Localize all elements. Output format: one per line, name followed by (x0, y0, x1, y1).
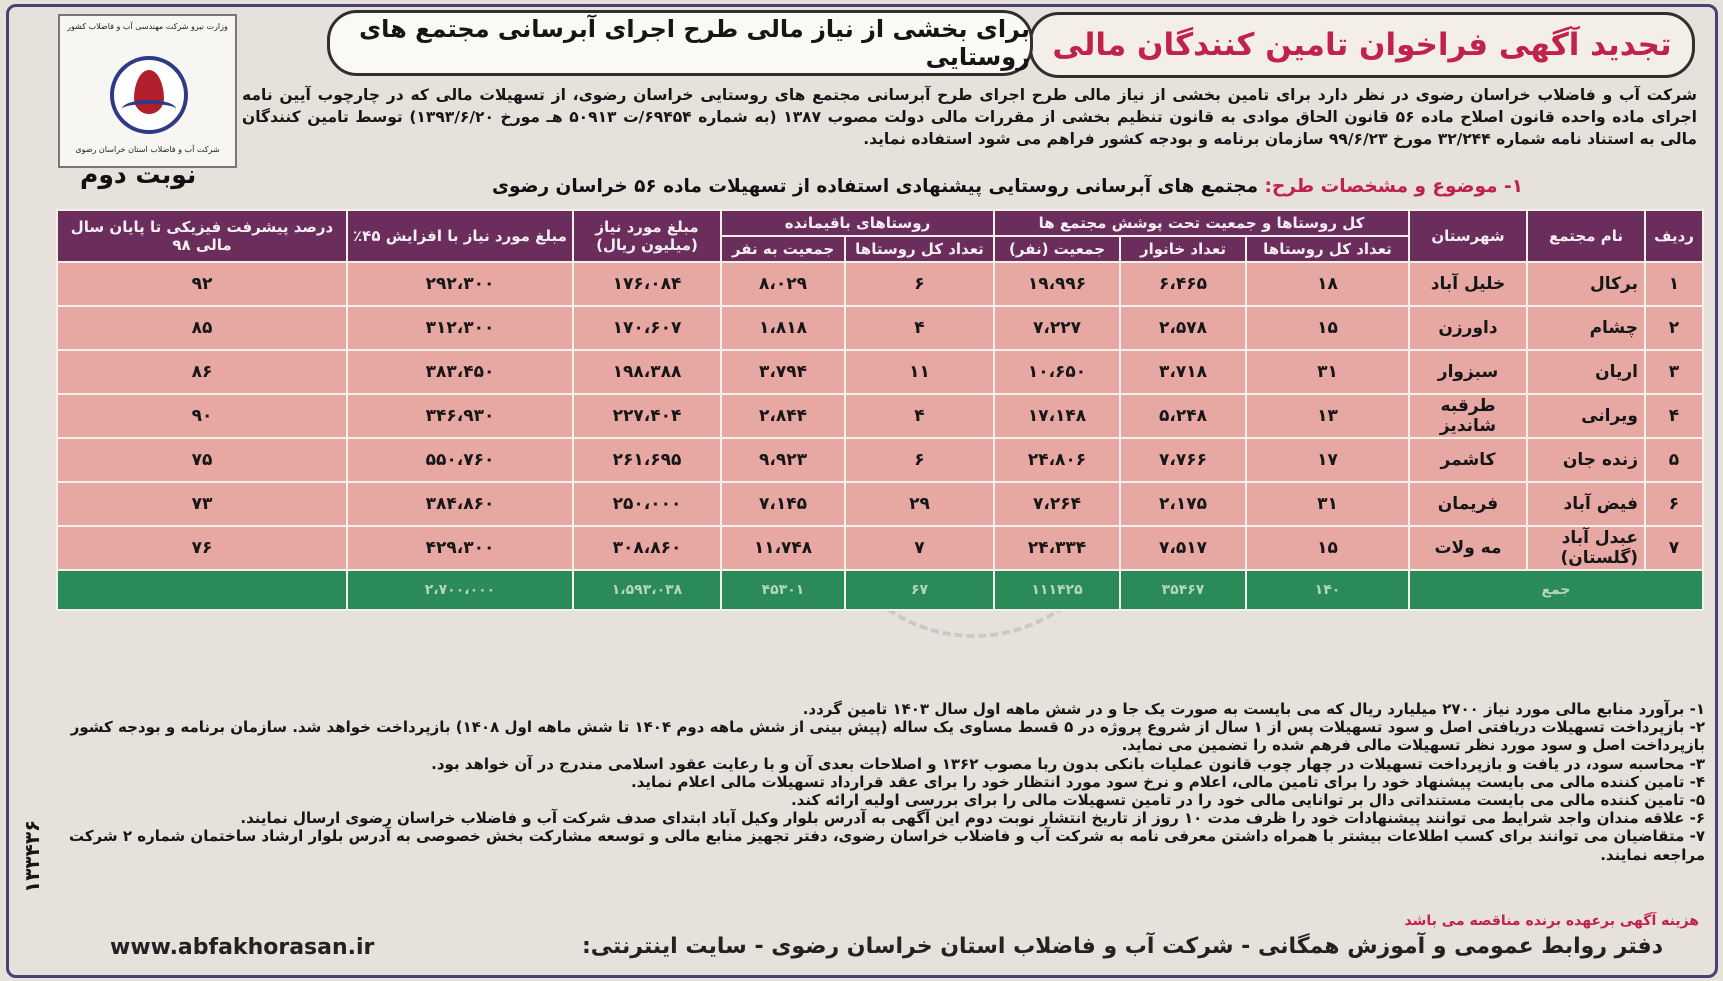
round-label: نوبت دوم (80, 160, 197, 189)
cell-population: ۲۴،۳۳۴ (994, 526, 1120, 570)
table-row (57, 482, 1703, 526)
header-remaining-population: جمعیت به نفر (721, 236, 845, 262)
cell-row-number: ۵ (1645, 438, 1703, 482)
total-remaining-villages: ۶۷ (845, 570, 994, 610)
cell-progress: ۷۶ (57, 526, 347, 570)
cell-required: ۲۲۷،۴۰۴ (573, 394, 721, 438)
cell-households: ۷،۷۶۶ (1120, 438, 1246, 482)
cell-remaining-villages: ۲۹ (845, 482, 994, 526)
table-row (57, 526, 1703, 570)
cell-complex-name: چشام (1527, 306, 1645, 350)
cell-progress: ۷۳ (57, 482, 347, 526)
cell-remaining-villages: ۷ (845, 526, 994, 570)
cell-total-villages: ۳۱ (1246, 482, 1409, 526)
header-progress: درصد پیشرفت فیزیکی تا پایان سال مالی ۹۸ (57, 210, 347, 262)
projects-table (56, 209, 1704, 611)
cell-progress: ۷۵ (57, 438, 347, 482)
cell-remaining-population: ۸،۰۲۹ (721, 262, 845, 306)
cell-progress: ۸۵ (57, 306, 347, 350)
cell-county: فریمان (1409, 482, 1527, 526)
cell-households: ۵،۲۴۸ (1120, 394, 1246, 438)
cell-required-plus: ۳۱۲،۳۰۰ (347, 306, 573, 350)
cell-complex-name: زنده جان (1527, 438, 1645, 482)
section-prefix: ۱- موضوع و مشخصات طرح: (1264, 176, 1523, 197)
cell-required-plus: ۳۴۶،۹۳۰ (347, 394, 573, 438)
section-heading (492, 176, 1523, 197)
cell-remaining-villages: ۴ (845, 394, 994, 438)
cell-total-villages: ۳۱ (1246, 350, 1409, 394)
total-villages: ۱۴۰ (1246, 570, 1409, 610)
logo-bottom-text: شرکت آب و فاضلاب استان خراسان رضوی (75, 145, 220, 154)
intro-paragraph: شرکت آب و فاضلاب خراسان رضوی در نظر دارد برای تامین بخشی از نیاز مالی طرح اجرای طرح آبرسانی مجتمع های روستایی خراسان رضوی، از تسهیلات مالی که در چارچوب آیین نامه اجرای ماده واحده قانون اصلاح ماده ۵۶ قانون الحاق موادی به قانون تنظیم بخشی از مقررات مالی دولت مصوب ۱۳۸۷ (به شماره ۶۹۴۵۴/ت ۵۰۹۱۳ هـ مورخ ۱۳۹۳/۶/۲۰) توسط تامین کنندگان مالی به استناد نامه شماره ۳۲/۲۴۴ مورخ ۹۹/۶/۲۳ سازمان برنامه و بودجه کشور فراهم می شود استفاده نماید. (242, 86, 1697, 148)
cell-required: ۳۰۸،۸۶۰ (573, 526, 721, 570)
cell-required: ۲۵۰،۰۰۰ (573, 482, 721, 526)
note-item: ۱- برآورد منابع مالی مورد نیاز ۲۷۰۰ میلیارد ریال که می بایست به صورت یک جا و در شش ماهه اول سال ۱۴۰۳ تامین گردد. (802, 700, 1705, 718)
header-population: جمعیت (نفر) (994, 236, 1120, 262)
side-code: ۱۳۳۴۳۶ (20, 820, 44, 894)
main-title: تجدید آگهی فراخوان تامین کنندگان مالی (1029, 12, 1695, 78)
cell-required-plus: ۲۹۲،۳۰۰ (347, 262, 573, 306)
total-households: ۳۵۴۶۷ (1120, 570, 1246, 610)
cell-population: ۱۹،۹۹۶ (994, 262, 1120, 306)
cell-county: داورزن (1409, 306, 1527, 350)
company-logo (58, 14, 237, 168)
cell-county: سبزوار (1409, 350, 1527, 394)
cell-population: ۷،۲۶۴ (994, 482, 1120, 526)
cell-remaining-villages: ۴ (845, 306, 994, 350)
cell-row-number: ۷ (1645, 526, 1703, 570)
cell-required-plus: ۳۸۴،۸۶۰ (347, 482, 573, 526)
note-item: ۲- بازپرداخت تسهیلات دریافتی اصل و سود تسهیلات پس از ۱ سال از شروع پروژه در ۵ قسط مساوی یک ساله (پیش بینی از شش ماهه دوم ۱۴۰۴ تا شش ماهه اول ۱۴۰۸) بازپرداخت خواهد شد. سازمان برنامه و بودجه کشور بازپرداخت اصل و سود مورد نظر تسهیلات مالی فرهم شده را تضمین می نماید. (70, 718, 1705, 755)
cell-row-number: ۱ (1645, 262, 1703, 306)
cell-remaining-villages: ۱۱ (845, 350, 994, 394)
logo-top-text: وزارت نیرو شرکت مهندسی آب و فاضلاب کشور (67, 22, 228, 31)
cell-remaining-villages: ۶ (845, 438, 994, 482)
cell-households: ۲،۵۷۸ (1120, 306, 1246, 350)
total-population: ۱۱۱۴۲۵ (994, 570, 1120, 610)
header-required-plus: مبلغ مورد نیاز با افزایش ۴۵٪ (347, 210, 573, 262)
cell-remaining-population: ۲،۸۴۴ (721, 394, 845, 438)
cell-total-villages: ۱۵ (1246, 306, 1409, 350)
cell-county: کاشمر (1409, 438, 1527, 482)
cell-required: ۱۷۰،۶۰۷ (573, 306, 721, 350)
cell-population: ۱۷،۱۴۸ (994, 394, 1120, 438)
cell-required-plus: ۵۵۰،۷۶۰ (347, 438, 573, 482)
note-item: ۴- تامین کننده مالی می بایست پیشنهاد خود را برای تامین مالی، اعلام و نرخ سود مورد انتظار خود را برای عقد قرارداد تسهیلات مالی اعلام نماید. (630, 772, 1705, 791)
note-item: ۶- علاقه مندان واجد شرایط می توانند پیشنهادات خود را ظرف مدت ۱۰ روز از تاریخ انتشار نوبت دوم این آگهی به آدرس بلوار وکیل آباد ابتدای صدف شرکت آب و فاضلاب خراسان رضوی ارسال نمایند. (240, 809, 1705, 828)
header-row-number: ردیف (1645, 210, 1703, 262)
total-label: جمع (1409, 570, 1703, 610)
cell-remaining-population: ۱۱،۷۴۸ (721, 526, 845, 570)
wave-icon (122, 100, 176, 118)
website-link[interactable]: www.abfakhorasan.ir (110, 935, 375, 960)
fee-note: هزینه آگهی برعهده برنده مناقصه می باشد (1404, 913, 1699, 929)
cell-total-villages: ۱۵ (1246, 526, 1409, 570)
total-remaining-population: ۴۵۳۰۱ (721, 570, 845, 610)
footer-office: دفتر روابط عمومی و آموزش همگانی - شرکت آب و فاضلاب استان خراسان رضوی - سایت اینترنتی: (581, 934, 1663, 959)
note-item: ۷- متقاضیان می توانند برای کسب اطلاعات بیشتر با همراه داشتن معرفی نامه به شرکت آب و فاضلاب خراسان رضوی، دفتر تجهیز منابع مالی و توسعه مشارکت بخش خصوصی به آدرس بلوار ارشاد ساختمان شماره ۲ شرکت مراجعه نمایند. (68, 827, 1705, 864)
cell-total-villages: ۱۳ (1246, 394, 1409, 438)
cell-row-number: ۲ (1645, 306, 1703, 350)
table-row (57, 438, 1703, 482)
cell-required-plus: ۴۲۹،۳۰۰ (347, 526, 573, 570)
cell-row-number: ۶ (1645, 482, 1703, 526)
cell-remaining-population: ۳،۷۹۴ (721, 350, 845, 394)
table-row (57, 394, 1703, 438)
cell-county: طرقبه شاندیز (1409, 394, 1527, 438)
table-row (57, 262, 1703, 306)
header-households: تعداد خانوار (1120, 236, 1246, 262)
section-text: مجتمع های آبرسانی روستایی پیشنهادی استفاده از تسهیلات ماده ۵۶ خراسان رضوی (492, 176, 1259, 197)
cell-complex-name: برکال (1527, 262, 1645, 306)
header-remaining-villages: تعداد کل روستاها (845, 236, 994, 262)
note-item: ۵- تامین کننده مالی می بایست مستنداتی دال بر توانایی مالی خود را در تامین تسهیلات مالی را برای بررسی اولیه ارائه کند. (790, 791, 1705, 810)
total-required: ۱،۵۹۳،۰۳۸ (573, 570, 721, 610)
cell-households: ۳،۷۱۸ (1120, 350, 1246, 394)
cell-county: مه ولات (1409, 526, 1527, 570)
cell-households: ۶،۴۶۵ (1120, 262, 1246, 306)
cell-complex-name: اریان (1527, 350, 1645, 394)
notes-list (45, 700, 1705, 864)
cell-county: خلیل آباد (1409, 262, 1527, 306)
cell-remaining-population: ۷،۱۴۵ (721, 482, 845, 526)
cell-total-villages: ۱۷ (1246, 438, 1409, 482)
cell-progress: ۹۰ (57, 394, 347, 438)
table-total-row (57, 570, 1703, 610)
cell-progress: ۹۲ (57, 262, 347, 306)
cell-complex-name: فیض آباد (1527, 482, 1645, 526)
cell-row-number: ۴ (1645, 394, 1703, 438)
cell-remaining-villages: ۶ (845, 262, 994, 306)
subtitle: برای بخشی از نیاز مالی طرح اجرای آبرسانی مجتمع های روستایی (327, 10, 1033, 76)
cell-progress: ۸۶ (57, 350, 347, 394)
cell-population: ۷،۲۲۷ (994, 306, 1120, 350)
cell-remaining-population: ۹،۹۲۳ (721, 438, 845, 482)
cell-total-villages: ۱۸ (1246, 262, 1409, 306)
header-total-group: کل روستاها و جمعیت تحت پوشش مجتمع ها (994, 210, 1409, 236)
cell-required: ۲۶۱،۶۹۵ (573, 438, 721, 482)
cell-required: ۱۹۸،۳۸۸ (573, 350, 721, 394)
header-county: شهرستان (1409, 210, 1527, 262)
table-row (57, 350, 1703, 394)
total-required-plus: ۲،۷۰۰،۰۰۰ (347, 570, 573, 610)
header-required: مبلغ مورد نیاز (میلیون ریال) (573, 210, 721, 262)
cell-population: ۲۴،۸۰۶ (994, 438, 1120, 482)
cell-required-plus: ۳۸۳،۴۵۰ (347, 350, 573, 394)
cell-population: ۱۰،۶۵۰ (994, 350, 1120, 394)
cell-remaining-population: ۱،۸۱۸ (721, 306, 845, 350)
total-progress-empty (57, 570, 347, 610)
logo-emblem-icon (110, 56, 188, 134)
header-complex-name: نام مجتمع (1527, 210, 1645, 262)
table-row (57, 306, 1703, 350)
note-item: ۳- محاسبه سود، در یافت و بازپرداخت تسهیلات در چهار چوب قانون عملیات بانکی بدون ربا مصوب ۱۳۶۲ و اصلاحات بعدی آن و با رعایت عقود اسلامی مندرج در آن خواهد بود. (431, 754, 1705, 773)
header-total-villages: تعداد کل روستاها (1246, 236, 1409, 262)
cell-households: ۷،۵۱۷ (1120, 526, 1246, 570)
header-remaining-group: روستاهای باقیمانده (721, 210, 994, 236)
cell-row-number: ۳ (1645, 350, 1703, 394)
cell-complex-name: عبدل آباد (گلستان) (1527, 526, 1645, 570)
cell-households: ۲،۱۷۵ (1120, 482, 1246, 526)
cell-required: ۱۷۶،۰۸۴ (573, 262, 721, 306)
cell-complex-name: ویرانی (1527, 394, 1645, 438)
